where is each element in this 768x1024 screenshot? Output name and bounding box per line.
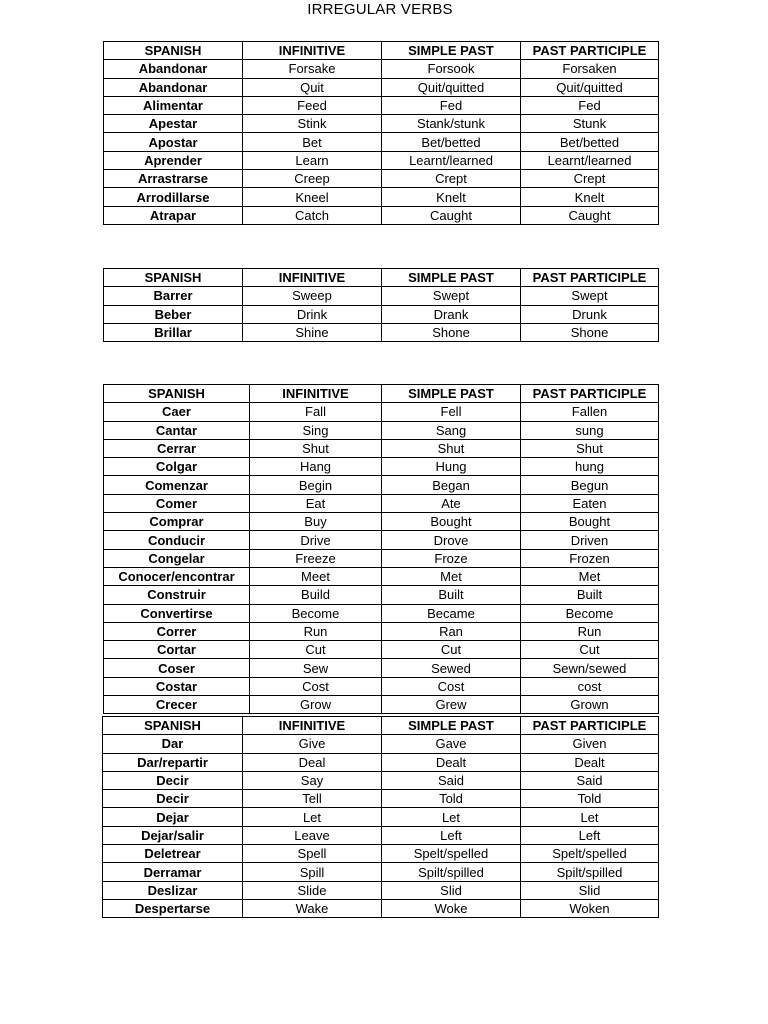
cell-spanish: Comprar (104, 513, 250, 531)
cell-simple-past: Crept (382, 170, 521, 188)
cell-simple-past: Spilt/spilled (382, 863, 521, 881)
cell-infinitive: Run (250, 622, 382, 640)
table-header-row (104, 385, 659, 403)
cell-simple-past: Caught (382, 206, 521, 224)
table-row (103, 735, 659, 753)
cell-past-participle: Grown (521, 696, 659, 714)
cell-infinitive: Buy (250, 513, 382, 531)
cell-simple-past: Woke (382, 899, 521, 917)
table-row (103, 808, 659, 826)
cell-spanish: Deletrear (103, 845, 243, 863)
table-row (104, 549, 659, 567)
header-simple-past: SIMPLE PAST (382, 717, 521, 735)
table-row (104, 188, 659, 206)
verbs-table-c (103, 384, 659, 714)
cell-simple-past: Shone (382, 323, 521, 341)
cell-simple-past: Fed (382, 96, 521, 114)
cell-past-participle: Told (521, 790, 659, 808)
cell-spanish: Dar/repartir (103, 753, 243, 771)
cell-simple-past: Left (382, 826, 521, 844)
table-row (104, 476, 659, 494)
cell-simple-past: Cut (382, 641, 521, 659)
cell-simple-past: Told (382, 790, 521, 808)
cell-past-participle: Spelt/spelled (521, 845, 659, 863)
cell-simple-past: Ran (382, 622, 521, 640)
cell-infinitive: Bet (243, 133, 382, 151)
cell-infinitive: Fall (250, 403, 382, 421)
table-row (104, 641, 659, 659)
cell-spanish: Beber (104, 305, 243, 323)
cell-past-participle: Drunk (521, 305, 659, 323)
table-row (104, 403, 659, 421)
header-infinitive: INFINITIVE (243, 42, 382, 60)
cell-past-participle: Said (521, 771, 659, 789)
cell-simple-past: Bet/betted (382, 133, 521, 151)
cell-past-participle: Sewn/sewed (521, 659, 659, 677)
cell-spanish: Decir (103, 790, 243, 808)
cell-spanish: Comenzar (104, 476, 250, 494)
cell-spanish: Cerrar (104, 439, 250, 457)
cell-infinitive: Learn (243, 151, 382, 169)
cell-spanish: Alimentar (104, 96, 243, 114)
cell-infinitive: Let (243, 808, 382, 826)
table-row (104, 458, 659, 476)
cell-past-participle: Fallen (521, 403, 659, 421)
verbs-table-a (103, 41, 659, 225)
cell-simple-past: Fell (382, 403, 521, 421)
cell-infinitive: Wake (243, 899, 382, 917)
cell-simple-past: Quit/quitted (382, 78, 521, 96)
table-row (104, 323, 659, 341)
table-row (103, 899, 659, 917)
cell-spanish: Convertirse (104, 604, 250, 622)
cell-infinitive: Shut (250, 439, 382, 457)
table-row (104, 115, 659, 133)
header-past-participle: PAST PARTICIPLE (521, 385, 659, 403)
table-header-row (104, 269, 659, 287)
cell-past-participle: Shut (521, 439, 659, 457)
table-row (103, 753, 659, 771)
cell-infinitive: Freeze (250, 549, 382, 567)
cell-past-participle: Become (521, 604, 659, 622)
cell-spanish: Apostar (104, 133, 243, 151)
table-row (104, 133, 659, 151)
cell-spanish: Apestar (104, 115, 243, 133)
cell-past-participle: Given (521, 735, 659, 753)
table-header-row (103, 717, 659, 735)
header-spanish: SPANISH (104, 42, 243, 60)
cell-past-participle: cost (521, 677, 659, 695)
cell-simple-past: Built (382, 586, 521, 604)
cell-past-participle: Shone (521, 323, 659, 341)
header-simple-past: SIMPLE PAST (382, 42, 521, 60)
cell-infinitive: Cost (250, 677, 382, 695)
cell-past-participle: Bet/betted (521, 133, 659, 151)
cell-spanish: Deslizar (103, 881, 243, 899)
cell-simple-past: Met (382, 567, 521, 585)
header-spanish: SPANISH (103, 717, 243, 735)
cell-infinitive: Drive (250, 531, 382, 549)
header-infinitive: INFINITIVE (243, 717, 382, 735)
cell-infinitive: Leave (243, 826, 382, 844)
cell-spanish: Cortar (104, 641, 250, 659)
cell-past-participle: hung (521, 458, 659, 476)
cell-spanish: Abandonar (104, 60, 243, 78)
cell-infinitive: Drink (243, 305, 382, 323)
cell-infinitive: Grow (250, 696, 382, 714)
table-row (103, 771, 659, 789)
cell-infinitive: Quit (243, 78, 382, 96)
cell-spanish: Correr (104, 622, 250, 640)
cell-past-participle: Knelt (521, 188, 659, 206)
table-header-row (104, 42, 659, 60)
cell-spanish: Dar (103, 735, 243, 753)
cell-infinitive: Become (250, 604, 382, 622)
cell-past-participle: Frozen (521, 549, 659, 567)
table-row (104, 60, 659, 78)
cell-past-participle: sung (521, 421, 659, 439)
header-simple-past: SIMPLE PAST (382, 269, 521, 287)
verbs-table-d (102, 716, 659, 918)
cell-infinitive: Hang (250, 458, 382, 476)
cell-simple-past: Sang (382, 421, 521, 439)
cell-infinitive: Say (243, 771, 382, 789)
cell-simple-past: Ate (382, 494, 521, 512)
cell-simple-past: Stank/stunk (382, 115, 521, 133)
cell-simple-past: Cost (382, 677, 521, 695)
cell-spanish: Coser (104, 659, 250, 677)
header-past-participle: PAST PARTICIPLE (521, 717, 659, 735)
cell-simple-past: Drove (382, 531, 521, 549)
table-row (104, 586, 659, 604)
cell-past-participle: Woken (521, 899, 659, 917)
cell-spanish: Barrer (104, 287, 243, 305)
cell-past-participle: Slid (521, 881, 659, 899)
cell-past-participle: Dealt (521, 753, 659, 771)
cell-spanish: Derramar (103, 863, 243, 881)
table-row (104, 604, 659, 622)
cell-infinitive: Slide (243, 881, 382, 899)
cell-spanish: Despertarse (103, 899, 243, 917)
table-row (104, 151, 659, 169)
table-row (103, 881, 659, 899)
cell-infinitive: Catch (243, 206, 382, 224)
cell-infinitive: Meet (250, 567, 382, 585)
cell-infinitive: Sweep (243, 287, 382, 305)
cell-infinitive: Stink (243, 115, 382, 133)
cell-infinitive: Begin (250, 476, 382, 494)
cell-past-participle: Begun (521, 476, 659, 494)
cell-infinitive: Sing (250, 421, 382, 439)
table-row (104, 494, 659, 512)
cell-spanish: Conocer/encontrar (104, 567, 250, 585)
cell-past-participle: Built (521, 586, 659, 604)
cell-simple-past: Became (382, 604, 521, 622)
table-row (104, 206, 659, 224)
header-infinitive: INFINITIVE (243, 269, 382, 287)
cell-infinitive: Spill (243, 863, 382, 881)
header-simple-past: SIMPLE PAST (382, 385, 521, 403)
cell-past-participle: Met (521, 567, 659, 585)
cell-past-participle: Fed (521, 96, 659, 114)
cell-simple-past: Froze (382, 549, 521, 567)
cell-past-participle: Caught (521, 206, 659, 224)
cell-spanish: Caer (104, 403, 250, 421)
cell-simple-past: Hung (382, 458, 521, 476)
cell-infinitive: Forsake (243, 60, 382, 78)
table-row (104, 513, 659, 531)
cell-past-participle: Run (521, 622, 659, 640)
cell-spanish: Aprender (104, 151, 243, 169)
header-spanish: SPANISH (104, 385, 250, 403)
cell-past-participle: Swept (521, 287, 659, 305)
cell-simple-past: Swept (382, 287, 521, 305)
cell-past-participle: Crept (521, 170, 659, 188)
cell-infinitive: Tell (243, 790, 382, 808)
cell-simple-past: Said (382, 771, 521, 789)
cell-past-participle: Bought (521, 513, 659, 531)
cell-simple-past: Dealt (382, 753, 521, 771)
cell-infinitive: Spell (243, 845, 382, 863)
header-infinitive: INFINITIVE (250, 385, 382, 403)
cell-infinitive: Shine (243, 323, 382, 341)
table-row (104, 696, 659, 714)
cell-past-participle: Spilt/spilled (521, 863, 659, 881)
table-row (104, 170, 659, 188)
cell-past-participle: Stunk (521, 115, 659, 133)
cell-simple-past: Slid (382, 881, 521, 899)
header-past-participle: PAST PARTICIPLE (521, 269, 659, 287)
cell-infinitive: Give (243, 735, 382, 753)
table-row (103, 845, 659, 863)
cell-past-participle: Cut (521, 641, 659, 659)
table-row (104, 531, 659, 549)
cell-spanish: Arrodillarse (104, 188, 243, 206)
page-title: IRREGULAR VERBS (307, 1, 453, 18)
cell-infinitive: Deal (243, 753, 382, 771)
table-row (104, 567, 659, 585)
table-row (104, 421, 659, 439)
cell-simple-past: Shut (382, 439, 521, 457)
cell-spanish: Construir (104, 586, 250, 604)
cell-past-participle: Learnt/learned (521, 151, 659, 169)
table-row (104, 305, 659, 323)
cell-past-participle: Driven (521, 531, 659, 549)
cell-spanish: Congelar (104, 549, 250, 567)
cell-spanish: Costar (104, 677, 250, 695)
table-row (103, 863, 659, 881)
table-row (103, 826, 659, 844)
cell-simple-past: Spelt/spelled (382, 845, 521, 863)
cell-simple-past: Forsook (382, 60, 521, 78)
cell-spanish: Atrapar (104, 206, 243, 224)
cell-spanish: Arrastrarse (104, 170, 243, 188)
cell-simple-past: Gave (382, 735, 521, 753)
table-row (104, 96, 659, 114)
cell-spanish: Dejar (103, 808, 243, 826)
cell-past-participle: Let (521, 808, 659, 826)
cell-simple-past: Learnt/learned (382, 151, 521, 169)
verbs-table-b (103, 268, 659, 342)
table-row (103, 790, 659, 808)
cell-spanish: Colgar (104, 458, 250, 476)
cell-spanish: Conducir (104, 531, 250, 549)
table-row (104, 659, 659, 677)
cell-past-participle: Quit/quitted (521, 78, 659, 96)
header-spanish: SPANISH (104, 269, 243, 287)
cell-spanish: Crecer (104, 696, 250, 714)
cell-simple-past: Let (382, 808, 521, 826)
table-row (104, 78, 659, 96)
cell-past-participle: Forsaken (521, 60, 659, 78)
cell-simple-past: Knelt (382, 188, 521, 206)
header-past-participle: PAST PARTICIPLE (521, 42, 659, 60)
cell-infinitive: Kneel (243, 188, 382, 206)
table-row (104, 287, 659, 305)
cell-infinitive: Build (250, 586, 382, 604)
cell-infinitive: Feed (243, 96, 382, 114)
table-row (104, 622, 659, 640)
cell-past-participle: Left (521, 826, 659, 844)
cell-spanish: Cantar (104, 421, 250, 439)
cell-simple-past: Began (382, 476, 521, 494)
cell-infinitive: Sew (250, 659, 382, 677)
cell-simple-past: Grew (382, 696, 521, 714)
cell-infinitive: Eat (250, 494, 382, 512)
table-row (104, 677, 659, 695)
cell-simple-past: Sewed (382, 659, 521, 677)
cell-infinitive: Creep (243, 170, 382, 188)
cell-spanish: Brillar (104, 323, 243, 341)
cell-spanish: Abandonar (104, 78, 243, 96)
cell-spanish: Comer (104, 494, 250, 512)
cell-simple-past: Bought (382, 513, 521, 531)
cell-spanish: Dejar/salir (103, 826, 243, 844)
cell-infinitive: Cut (250, 641, 382, 659)
cell-simple-past: Drank (382, 305, 521, 323)
cell-past-participle: Eaten (521, 494, 659, 512)
table-row (104, 439, 659, 457)
cell-spanish: Decir (103, 771, 243, 789)
